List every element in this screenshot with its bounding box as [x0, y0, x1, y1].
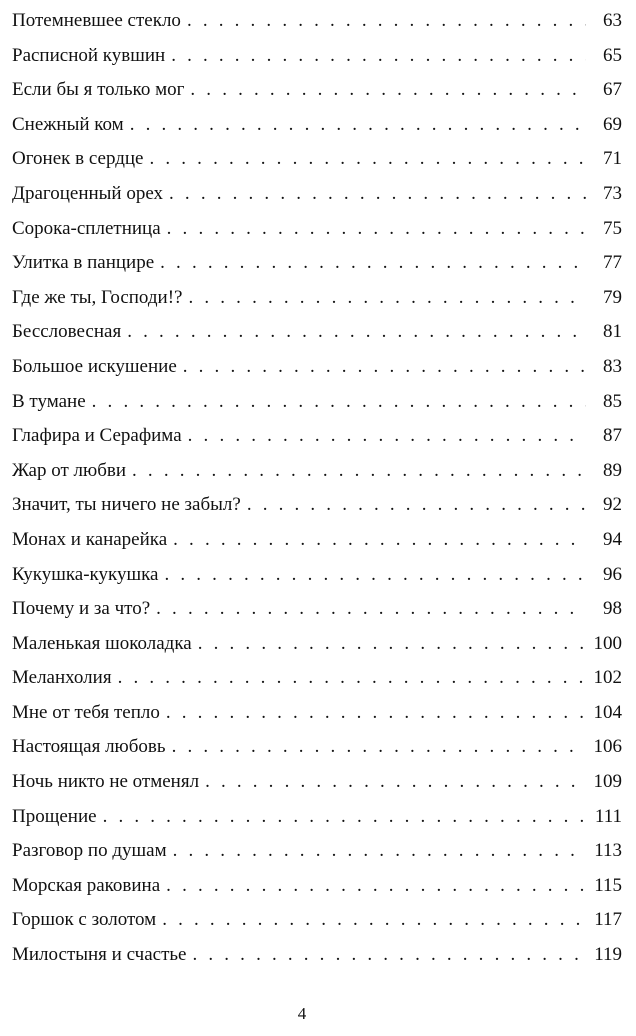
toc-entry	[12, 454, 622, 489]
toc-entry-page: 100	[593, 632, 622, 654]
toc-entry-title: Кукушка-кукушка	[12, 563, 159, 585]
toc-entry-title: Бессловесная	[12, 321, 122, 343]
toc-entry-page: 87	[603, 425, 622, 447]
toc-entry	[12, 627, 622, 662]
toc-leader-dots	[171, 39, 586, 74]
toc-entry	[12, 108, 622, 143]
toc-leader-dots	[162, 903, 586, 938]
toc-leader-dots	[173, 834, 586, 869]
toc-entry-title: Маленькая шоколадка	[12, 632, 192, 654]
toc-entry-title: Огонек в сердце	[12, 148, 144, 170]
toc-leader-dots	[166, 696, 586, 731]
toc-entry	[12, 938, 622, 973]
toc-entry-page: 67	[603, 79, 622, 101]
toc-entry-page: 102	[593, 667, 622, 689]
toc-entry-page: 81	[603, 321, 622, 343]
toc-entry-title: Ночь никто не отменял	[12, 771, 200, 793]
toc-leader-dots	[149, 142, 586, 177]
toc-entry-title: Жар от любви	[12, 459, 127, 481]
toc-entry-page: 63	[603, 10, 622, 31]
toc-leader-dots	[192, 938, 586, 973]
toc-leader-dots	[132, 454, 586, 489]
toc-entry	[12, 385, 622, 420]
toc-leader-dots	[247, 488, 586, 523]
toc-entry-page: 71	[603, 148, 622, 170]
toc-entry-title: Расписной кувшин	[12, 44, 166, 66]
toc-leader-dots	[169, 177, 586, 212]
toc-entry-page: 113	[594, 840, 622, 862]
toc-entry	[12, 730, 622, 765]
toc-entry-title: Монах и канарейка	[12, 528, 168, 550]
toc-leader-dots	[188, 419, 586, 454]
toc-leader-dots	[166, 869, 586, 904]
toc-entry-title: Снежный ком	[12, 113, 124, 135]
toc-entry-title: Настоящая любовь	[12, 736, 166, 758]
toc-entry-title: Почему и за что?	[12, 598, 151, 620]
toc-entry-page: 92	[603, 494, 622, 516]
toc-entry	[12, 246, 622, 281]
toc-entry-page: 85	[603, 390, 622, 412]
toc-entry	[12, 488, 622, 523]
toc-leader-dots	[167, 212, 586, 247]
toc-leader-dots	[164, 558, 586, 593]
toc-entry-title: Большое искушение	[12, 355, 177, 377]
toc-entry-title: Горшок с золотом	[12, 909, 157, 931]
toc-entry	[12, 350, 622, 385]
toc-entry-page: 65	[603, 44, 622, 66]
toc-leader-dots	[190, 73, 586, 108]
toc-entry	[12, 315, 622, 350]
toc-entry-page: 109	[593, 771, 622, 793]
toc-entry-page: 75	[603, 217, 622, 239]
toc-entry-title: Прощение	[12, 805, 97, 827]
toc-entry	[12, 281, 622, 316]
toc-entry-page: 73	[603, 182, 622, 204]
toc-entry-page: 106	[593, 736, 622, 758]
toc-entry-title: Меланхолия	[12, 667, 112, 689]
toc-leader-dots	[103, 800, 586, 835]
toc-entry-title: Сорока-сплетница	[12, 217, 161, 239]
toc-entry	[12, 834, 622, 869]
toc-entry	[12, 177, 622, 212]
toc-entry	[12, 869, 622, 904]
toc-leader-dots	[205, 765, 586, 800]
toc-leader-dots	[173, 523, 586, 558]
toc-entry	[12, 419, 622, 454]
toc-entry-title: Разговор по душам	[12, 840, 167, 862]
toc-entry-page: 115	[594, 874, 622, 896]
toc-entry	[12, 903, 622, 938]
toc-leader-dots	[198, 627, 586, 662]
toc-entry-page: 119	[594, 944, 622, 966]
toc-entry-title: Значит, ты ничего не забыл?	[12, 494, 241, 516]
toc-entry-page: 117	[594, 909, 622, 931]
toc-leader-dots	[188, 281, 586, 316]
toc-entry	[12, 661, 622, 696]
toc-entry-title: Где же ты, Господи!?	[12, 286, 183, 308]
table-of-contents	[12, 4, 622, 973]
toc-entry-title: Милостыня и счастье	[12, 944, 187, 966]
toc-entry-page: 69	[603, 113, 622, 135]
page-number: 4	[297, 1004, 307, 1023]
toc-entry	[12, 765, 622, 800]
toc-entry-page: 111	[594, 805, 622, 827]
toc-entry-title: В тумане	[12, 390, 86, 412]
toc-entry-page: 94	[603, 528, 622, 550]
toc-leader-dots	[127, 315, 586, 350]
toc-entry-title: Глафира и Серафима	[12, 425, 182, 447]
toc-entry-title: Если бы я только мог	[12, 79, 185, 101]
toc-entry	[12, 800, 622, 835]
toc-entry-page: 98	[603, 598, 622, 620]
toc-leader-dots	[172, 730, 586, 765]
toc-leader-dots	[130, 108, 586, 143]
toc-leader-dots	[187, 4, 586, 39]
toc-leader-dots	[160, 246, 586, 281]
toc-entry-page: 77	[603, 252, 622, 274]
toc-entry-title: Потемневшее стекло	[12, 10, 181, 31]
toc-leader-dots	[118, 661, 586, 696]
toc-entry-title: Драгоценный орех	[12, 182, 164, 204]
toc-leader-dots	[92, 385, 586, 420]
toc-entry	[12, 523, 622, 558]
toc-entry-page: 83	[603, 355, 622, 377]
toc-entry-title: Морская раковина	[12, 874, 161, 896]
toc-leader-dots	[156, 592, 586, 627]
toc-entry-title: Мне от тебя тепло	[12, 701, 160, 723]
toc-entry-page: 104	[593, 701, 622, 723]
toc-entry	[12, 696, 622, 731]
toc-entry-page: 96	[603, 563, 622, 585]
toc-entry-page: 89	[603, 459, 622, 481]
toc-entry	[12, 592, 622, 627]
toc-entry-page: 79	[603, 286, 622, 308]
toc-entry	[12, 558, 622, 593]
toc-entry	[12, 212, 622, 247]
toc-entry	[12, 4, 622, 39]
toc-entry	[12, 73, 622, 108]
toc-entry	[12, 39, 622, 74]
toc-entry	[12, 142, 622, 177]
toc-entry-title: Улитка в панцире	[12, 252, 155, 274]
toc-leader-dots	[183, 350, 586, 385]
